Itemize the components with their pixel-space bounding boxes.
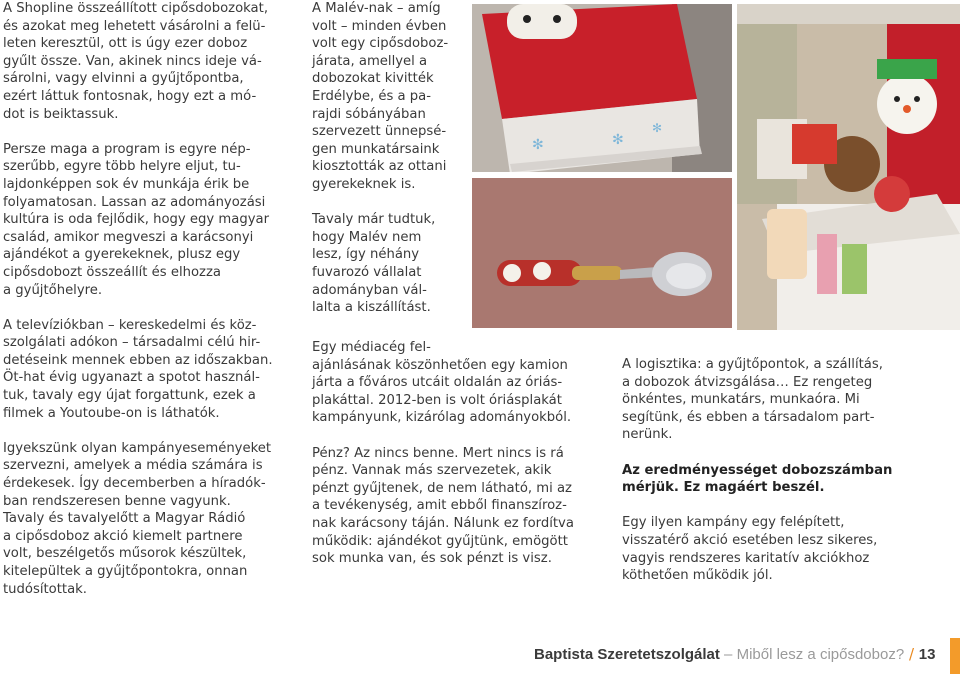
text-column-2	[312, 0, 467, 317]
paragraph: Igyekszünk olyan kampányeseményeket szervezni, amelyek a média számára is érdekesek. Így decemberben a híradók- ban rendszeresen benne vagyunk. Tavaly és tavalyelőtt a Magyar Rádió a cipősdoboz akció kiemelt partnere volt, beszélgetős műsorok készültek, kitelepültek a gyűjtőpontokra, onnan tudósítottak.	[3, 440, 272, 597]
accent-bar	[950, 638, 960, 674]
paragraph: Egy médiacég fel- ajánlásának köszönhetően egy kamion járta a főváros utcáit oldalán az óriás- plakáttal. 2012-ben is volt óriásplakát kampányunk, kizárólag adományokból.	[312, 340, 572, 426]
paragraph: A logisztika: a gyűjtőpontok, a szállítás, a dobozok átvizsgálása… Ez rengeteg önkéntes, munkatárs, munkaóra. Mi segítünk, és ebben a társadalom part- nerünk.	[622, 357, 883, 443]
paragraph: Pénz? Az nincs benne. Mert nincs is rá pénz. Vannak más szervezetek, akik pénzt gyűjtenek, de nem látható, mi az a tevékenység, amit ebből finanszíroz- nak karácsony táján. Nálunk ez fordítva működik: ajándékot gyűjtünk, emögött sok munka van, és sok pénzt is visz.	[312, 445, 574, 567]
text-column-3	[622, 356, 952, 585]
svg-text:✻: ✻	[612, 132, 624, 148]
page-number: 13	[918, 646, 936, 663]
footer-subtitle: Miből lesz a cipősdoboz?	[736, 646, 905, 663]
page-footer	[534, 645, 935, 663]
footer-separator: –	[719, 646, 737, 663]
photo-gifts-in-box	[737, 4, 960, 330]
paragraph: Persze maga a program is egyre nép- szerűbb, egyre több helyre eljut, tu- lajdonképpen sok év munkája érik be folyamatosan. Lassan az adományozási kultúra is oda fejlődik, hogy egy magyar család, amikor megveszi a karácsonyi ajándékot a gyerekeknek, plusz egy cipősdobozt összeállít és elhozza a gyűjtőhelyre.	[3, 141, 270, 298]
gifts-illustration	[737, 4, 960, 330]
paragraph: A televíziókban – kereskedelmi és köz- szolgálati adókon – társadalmi célú hir- detéseink mennek ebben az időszakban. Öt-hat évig ugyanazt a spotot használ- tuk, tavaly egy újat forgattunk, ezek a filmek a Youtoube-on is láthatók.	[3, 317, 273, 421]
text-column-2-lower	[312, 339, 602, 568]
svg-text:✻: ✻	[532, 137, 544, 153]
text-column-1	[3, 0, 303, 598]
footer-brand: Baptista Szeretetszolgálat	[534, 646, 720, 663]
paragraph: Egy ilyen kampány egy felépített, visszatérő akció esetében lesz sikeres, vagyis rendszeres karitatív akciókhoz köthetően működik jól.	[622, 515, 878, 584]
photo-gift-box	[472, 4, 732, 172]
paragraph: Tavaly már tudtuk, hogy Malév nem lesz, így néhány fuvarozó vállalat adományban vál- lalta a kiszállítást.	[312, 212, 436, 316]
gift-box-illustration	[472, 4, 732, 172]
bold-paragraph: Az eredményességet dobozszámban mérjük. Ez magáért beszél.	[622, 462, 893, 496]
spoon-illustration	[472, 178, 732, 328]
svg-text:✻: ✻	[652, 121, 663, 135]
photo-spoon	[472, 178, 732, 328]
footer-slash: /	[904, 645, 919, 663]
paragraph: A Shopline összeállított cipősdobozokat, és azokat meg lehetett vásárolni a felü- leten keresztül, ott is úgy ezer doboz gyűlt össze. Van, akinek nincs ideje vá- sárolni, vagy elvinni a gyűjtőpontba, ezért láttuk fontosnak, hogy ezt a mó- dot is beiktassuk.	[3, 1, 269, 122]
paragraph: A Malév-nak – amíg volt – minden évben volt egy cipősdoboz- járata, amellyel a dobozokat kivitték Erdélybe, és a pa- rajdi sóbányában szervezett ünnepsé- gen munkatársaink kiosztották az ottani gyerekeknek is.	[312, 1, 449, 192]
